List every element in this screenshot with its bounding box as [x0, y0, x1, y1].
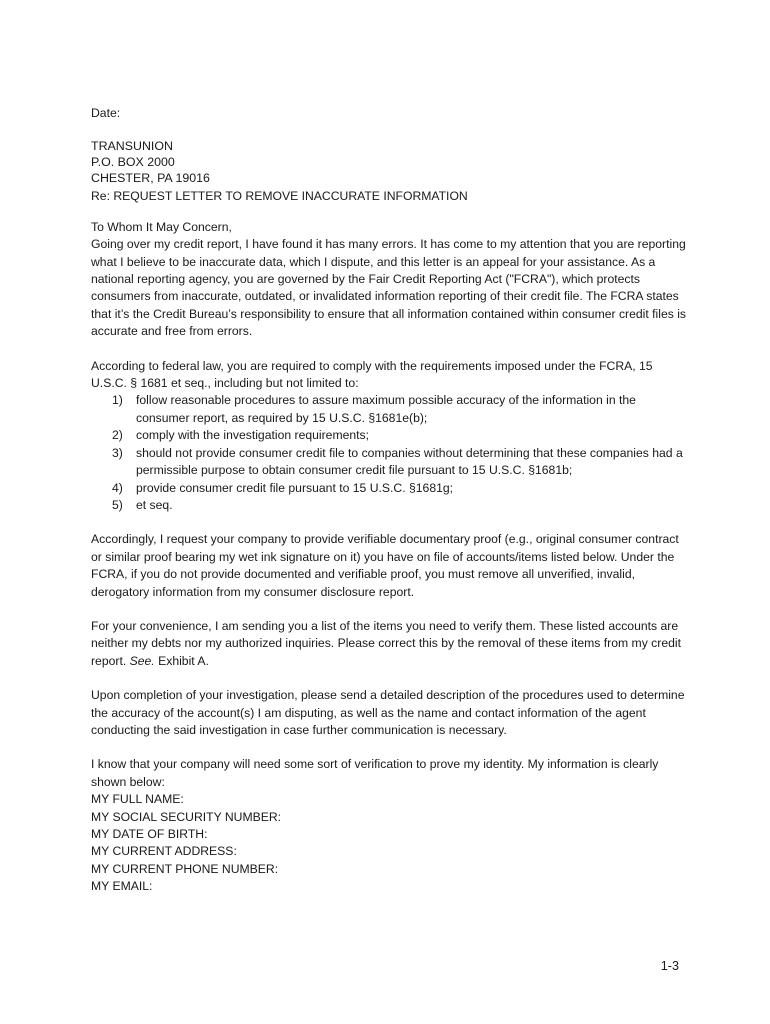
- requirement-number: 3): [112, 445, 123, 460]
- requirement-text: comply with the investigation requirements;: [136, 428, 370, 443]
- identity-field-phone: MY CURRENT PHONE NUMBER:: [91, 861, 279, 876]
- identity-field-full-name: MY FULL NAME:: [91, 792, 184, 807]
- paragraph-investigation: Upon completion of your investigation, please send a detailed description of the procedures used to determine the accuracy of the account(s) I am disputing, as well as the name and contact information of the agent conducting the said investigation in case further communication is necessary.: [91, 688, 685, 737]
- re-line: Re: REQUEST LETTER TO REMOVE INACCURATE INFORMATION: [91, 189, 468, 204]
- identity-field-ssn: MY SOCIAL SECURITY NUMBER:: [91, 809, 282, 824]
- requirement-number: 5): [112, 497, 123, 512]
- identity-field-dob: MY DATE OF BIRTH:: [91, 827, 208, 841]
- requirement-text: et seq.: [136, 497, 173, 512]
- paragraph-errors: Going over my credit report, I have found it has many errors. It has come to my attention that you are reporting what I believe to be inaccurate data, which I dispute, and this letter is an appeal for your assistance. As a national reporting agency, you are governed by the Fair Credit Reporting Act ("FCRA"), which protects consumers from inaccurate, outdated, or invalidated information reporting of their credit file. The FCRA states that it’s the Credit Bureau’s responsibility to ensure that all information contained within consumer credit files is accurate and free from errors.: [91, 237, 687, 339]
- exhibit-reference: Exhibit A.: [158, 653, 209, 668]
- items-list-text: For your convenience, I am sending you a list of the items you need to verify them. These listed accounts are neither my debts nor my authorized inquiries. Please correct this by the removal of these items from my credit report.: [91, 618, 681, 668]
- see-reference: See.: [129, 653, 155, 668]
- requirement-item: [91, 497, 691, 514]
- page-number: 1-3: [660, 959, 679, 973]
- requirement-text: follow reasonable procedures to assure maximum possible accuracy of the information in the consumer report, as required by 15 U.S.C. §1681e(b);: [136, 393, 636, 425]
- paragraph-verifiable-proof: Accordingly, I request your company to provide verifiable documentary proof (e.g., original consumer contract or similar proof bearing my wet ink signature on it) you have on file of accounts/items listed below. Under the FCRA, if you do not provide documented and verifiable proof, you must remove all unverified, invalid, derogatory information from my consumer disclosure report.: [91, 532, 679, 599]
- recipient-address: [91, 138, 691, 186]
- identity-field-address: MY CURRENT ADDRESS:: [91, 844, 237, 859]
- date-label: Date:: [91, 106, 121, 120]
- requirement-text: should not provide consumer credit file to companies without determining that these companies had a permissible purpose to obtain consumer credit file pursuant to 15 U.S.C. §1681b;: [136, 445, 683, 478]
- requirement-text: provide consumer credit file pursuant to 15 U.S.C. §1681g;: [136, 480, 454, 495]
- recipient-name: TRANSUNION: [91, 139, 173, 154]
- requirement-number: 2): [112, 428, 123, 443]
- identity-field-email: MY EMAIL:: [91, 879, 153, 894]
- requirement-number: 1): [112, 393, 123, 408]
- paragraph-identity: I know that your company will need some sort of verification to prove my identity. My information is clearly shown below:: [91, 757, 659, 789]
- requirement-item: [91, 427, 691, 444]
- recipient-city-state-zip: CHESTER, PA 19016: [91, 171, 210, 186]
- requirement-item: [91, 480, 691, 497]
- paragraph-federal-law: According to federal law, you are required to comply with the requirements imposed under the FCRA, 15 U.S.C. § 1681 et seq., including but not limited to:: [91, 358, 653, 391]
- identity-fields: [91, 791, 691, 895]
- letter-body: [91, 105, 691, 896]
- paragraph-items-list: [91, 618, 691, 670]
- requirement-item: [91, 445, 691, 480]
- requirements-list: [91, 392, 691, 514]
- requirement-item: [91, 392, 691, 427]
- salutation: To Whom It May Concern,: [91, 219, 232, 234]
- recipient-po-box: P.O. BOX 2000: [91, 155, 175, 170]
- requirement-number: 4): [112, 480, 123, 495]
